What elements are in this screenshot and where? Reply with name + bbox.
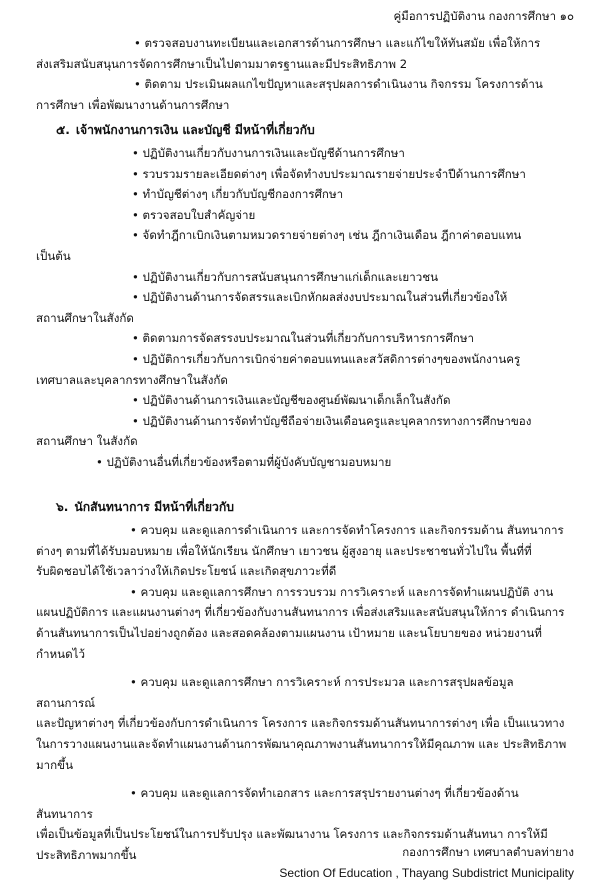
- section-5-heading: [36, 120, 568, 141]
- footer-thai: กองการศึกษา เทศบาลตำบลท่ายาง: [402, 845, 574, 859]
- page-content: [36, 33, 568, 866]
- list-item: • ตรวจสอบใบสำคัญจ่าย: [132, 207, 256, 222]
- list-item-continuation: สถานศึกษาในสังกัด: [36, 310, 134, 325]
- spacer: [36, 472, 568, 492]
- list-item: • ทำบัญชีต่างๆ เกี่ยวกับบัญชีกองการศึกษา: [132, 187, 344, 202]
- paragraph-line: • ควบคุม และดูแลการจัดทำเอกสาร และการสรุปรายงานต่างๆ ที่เกี่ยวข้องด้าน สันทนาการ: [36, 786, 519, 821]
- paragraph-line: และปัญหาต่างๆ ที่เกี่ยวข้องกับการดำเนินการ โครงการ และกิจกรรมด้านสันทนาการต่างๆ เพื่อ เป็นแนวทาง: [36, 716, 565, 731]
- section-6-heading: [36, 497, 568, 518]
- list-item: • ปฏิบัติการเกี่ยวกับการเบิกจ่ายค่าตอบแทนและสวัสดิการต่างๆของพนักงานครู: [132, 351, 521, 366]
- list-item-continuation: เป็นต้น: [36, 248, 71, 263]
- paragraph-line: ในการวางแผนงานและจัดทำแผนงานด้านการพัฒนาคุณภาพงานสันทนาการให้มีคุณภาพ และ ประสิทธิภาพ: [36, 737, 567, 751]
- bullet-continuation: ส่งเสริมสนับสนุนการจัดการศึกษาเป็นไปตามมาตรฐานและมีประสิทธิภาพ 2: [36, 56, 408, 71]
- section-number: ๖.: [56, 500, 69, 515]
- paragraph-line: ประสิทธิภาพมากขึ้น: [36, 847, 137, 862]
- list-item: • ปฏิบัติงานอื่นที่เกี่ยวข้องหรือตามที่ผู้บังคับบัญชามอบหมาย: [96, 454, 392, 469]
- list-item-continuation: เทศบาลและบุคลากรทางศึกษาในสังกัด: [36, 372, 228, 387]
- section-number: ๕.: [56, 123, 70, 138]
- paragraph: [36, 520, 568, 582]
- paragraph-line: • ควบคุม และดูแลการศึกษา การรวบรวม การวิเคราะห์ และการจัดทำแผนปฏิบัติ งาน: [130, 584, 554, 599]
- paragraph-line: • ควบคุม และดูแลการศึกษา การวิเคราะห์ การประมวล และการสรุปผลข้อมูล สถานการณ์: [36, 675, 514, 710]
- paragraph: [36, 672, 568, 775]
- top-bullets: [36, 33, 568, 115]
- page-header: คู่มือการปฏิบัติงาน กองการศึกษา ๑๐: [393, 9, 574, 23]
- list-item: • ติดตามการจัดสรรงบประมาณในส่วนที่เกี่ยวกับการบริหารการศึกษา: [132, 331, 475, 346]
- bullet-continuation: การศึกษา เพื่อพัฒนางานด้านการศึกษา: [36, 97, 230, 112]
- paragraph: [36, 582, 568, 664]
- footer-english: Section Of Education , Thayang Subdistrict Municipality: [279, 866, 574, 880]
- list-item: • จัดทำฎีกาเบิกเงินตามหมวดรายจ่ายต่างๆ เช่น ฎีกาเงินเดือน ฎีกาค่าตอบแทน: [132, 228, 522, 243]
- list-item: • ปฏิบัติงานด้านการจัดทำบัญชีถือจ่ายเงินเดือนครูและบุคลากรทางการศึกษาของ: [132, 413, 532, 428]
- paragraph-line: เพื่อเป็นข้อมูลที่เป็นประโยชน์ในการปรับปรุง และพัฒนางาน โครงการ และกิจกรรมด้านสันทนา การให้มี: [36, 827, 548, 842]
- paragraph-line: ด้านสันทนาการเป็นไปอย่างถูกต้อง และสอดคล้องตามแผนงาน เป้าหมาย และนโยบายของ หน่วยงานที่: [36, 626, 542, 641]
- list-item: • ปฏิบัติงานด้านการเงินและบัญชีของศูนย์พัฒนาเด็กเล็กในสังกัด: [132, 393, 451, 408]
- bullet-line: • ติดตาม ประเมินผลแกไขปัญหาและสรุปผลการดำเนินงาน กิจกรรม โครงการด้าน: [134, 77, 543, 92]
- paragraph-line: ต่างๆ ตามที่ได้รับมอบหมาย เพื่อให้นักเรียน นักศึกษา เยาวชน ผู้สูงอายุ และประชาชนทั่วไปใน พื้นที่ที่: [36, 543, 532, 558]
- list-item: • ปฏิบัติงานเกี่ยวกับการสนับสนุนการศึกษาแก่เด็กและเยาวชน: [132, 269, 439, 284]
- list-item: • ปฏิบัติงานเกี่ยวกับงานการเงินและบัญชีด้านการศึกษา: [132, 145, 405, 160]
- bullet-line: • ตรวจสอบงานทะเบียนและเอกสารด้านการศึกษา และแก้ไขให้ทันสมัย เพื่อให้การ: [134, 36, 541, 50]
- section-title: นักสันทนาการ มีหน้าที่เกี่ยวกับ: [74, 500, 234, 515]
- list-item: • รวบรวมรายละเอียดต่างๆ เพื่อจัดทำงบประมาณรายจ่ายประจำปีด้านการศึกษา: [132, 166, 526, 181]
- list-item: • ปฏิบัติงานด้านการจัดสรรและเบิกหักผลส่งงบประมาณในส่วนที่เกี่ยวข้องให้: [132, 290, 508, 305]
- paragraph-line: • ควบคุม และดูแลการดำเนินการ และการจัดทำโครงการ และกิจกรรมด้าน สันทนาการ: [130, 523, 564, 538]
- paragraph-line: มากขึ้น: [36, 757, 74, 772]
- paragraph-line: รับผิดชอบได้ใช้เวลาว่างให้เกิดประโยชน์ และเกิดสุขภาวะที่ดี: [36, 564, 337, 579]
- section-title: เจ้าพนักงานการเงิน และบัญชี มีหน้าที่เกี่ยวกับ: [75, 123, 315, 138]
- paragraph-line: แผนปฏิบัติการ และแผนงานต่างๆ ที่เกี่ยวข้องกับงานสันทนาการ เพื่อส่งเสริมและสนับสนุนให้การ ดำเนินการ: [36, 605, 565, 620]
- paragraph-line: กำหนดไว้: [36, 646, 85, 661]
- list-item-continuation: สถานศึกษา ในสังกัด: [36, 434, 138, 449]
- section-6-paragraphs: [36, 520, 568, 866]
- section-5-list: [36, 143, 568, 473]
